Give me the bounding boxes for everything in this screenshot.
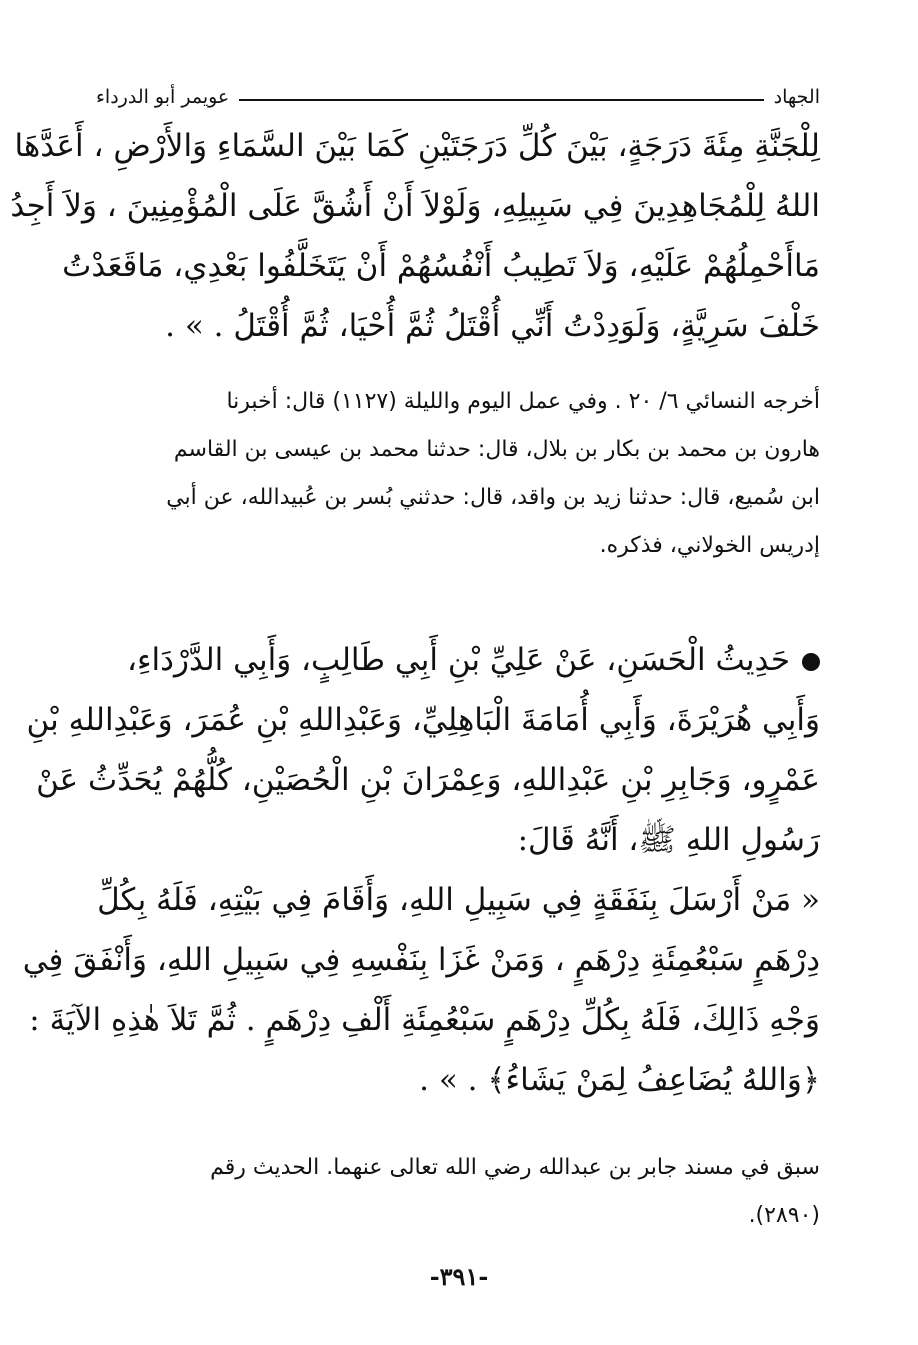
running-head-author: عويمر أبو الدرداء xyxy=(96,86,230,108)
hadith-text-2 xyxy=(22,630,820,1110)
hadith-2-line: ﴿وَاللهُ يُضَاعِفُ لِمَنْ يَشَاءُ﴾ . » . xyxy=(419,1062,820,1098)
hadith-1-line: خَلْفَ سَرِيَّةٍ، وَلَوَدِدْتُ أَنِّي أُقْتَلُ ثُمَّ أُحْيَا، ثُمَّ أُقْتَلُ . » . xyxy=(165,308,820,344)
hadith-2-line: عَمْرٍو، وَجَابِرِ بْنِ عَبْدِاللهِ، وَعِمْرَانَ بْنِ الْحُصَيْنِ، كُلُّهُمْ يُحَدِّثُ عَنْ xyxy=(36,762,820,798)
takhrij-note-1 xyxy=(96,378,820,570)
hadith-1-line: لِلْجَنَّةِ مِئَةَ دَرَجَةٍ، بَيْنَ كُلِّ دَرَجَتَيْنِ كَمَا بَيْنَ السَّمَاءِ وَالأَرْضِ ، أَعَدَّهَا xyxy=(14,128,820,164)
hadith-text-1 xyxy=(10,116,820,356)
page-number: -٣٩١- xyxy=(429,1262,489,1291)
hadith-2-line: وَجْهِ ذَالِكَ، فَلَهُ بِكُلِّ دِرْهَمٍ سَبْعُمِئَةِ أَلْفِ دِرْهَمٍ . ثُمَّ تَلاَ هٰذِهِ الآيَةَ : xyxy=(29,1002,820,1038)
hadith-2-line: رَسُولِ اللهِ ﷺ، أَنَّهُ قَالَ: xyxy=(517,822,820,858)
bullet-icon xyxy=(802,653,820,671)
hadith-2-heading: حَدِيثُ الْحَسَنِ، عَنْ عَلِيِّ بْنِ أَبِي طَالِبٍ، وَأَبِي الدَّرْدَاءِ، xyxy=(126,642,790,678)
hadith-1-line: اللهُ لِلْمُجَاهِدِينَ فِي سَبِيلِهِ، وَلَوْلاَ أَنْ أَشُقَّ عَلَى الْمُؤْمِنِينَ ، وَلاَ أَجِدُ xyxy=(10,188,820,224)
note-2-line: (٢٨٩٠). xyxy=(748,1203,820,1228)
note-1-line: أخرجه النسائي ٦/ ٢٠ . وفي عمل اليوم والليلة (١١٢٧) قال: أخبرنا xyxy=(226,389,820,414)
takhrij-note-2 xyxy=(96,1144,820,1240)
running-head xyxy=(96,78,820,108)
running-head-rule xyxy=(239,99,763,101)
hadith-2-line: « مَنْ أَرْسَلَ بِنَفَقَةٍ فِي سَبِيلِ اللهِ، وَأَقَامَ فِي بَيْتِهِ، فَلَهُ بِكُلِّ xyxy=(97,882,820,918)
note-1-line: إدريس الخولاني، فذكره. xyxy=(599,533,820,558)
note-1-line: هارون بن محمد بن بكار بن بلال، قال: حدثنا محمد بن عيسى بن القاسم xyxy=(173,437,820,462)
hadith-2-line: وَأَبِي هُرَيْرَةَ، وَأَبِي أُمَامَةَ الْبَاهِلِيِّ، وَعَبْدِاللهِ بْنِ عُمَرَ، وَعَبْدِاللهِ بْنِ xyxy=(26,702,820,738)
hadith-2-line: دِرْهَمٍ سَبْعُمِئَةِ دِرْهَمٍ ، وَمَنْ غَزَا بِنَفْسِهِ فِي سَبِيلِ اللهِ، وَأَنْفَقَ فِي xyxy=(22,942,820,978)
hadith-1-line: مَاأَحْمِلُهُمْ عَلَيْهِ، وَلاَ تَطِيبُ أَنْفُسُهُمْ أَنْ يَتَخَلَّفُوا بَعْدِي، مَاقَعَدْتُ xyxy=(62,248,820,284)
hadith-2-heading-line xyxy=(96,630,820,690)
running-head-chapter: الجهاد xyxy=(773,86,820,108)
note-2-line: سبق في مسند جابر بن عبدالله رضي الله تعالى عنهما. الحديث رقم xyxy=(210,1155,820,1180)
note-1-line: ابن سُميع، قال: حدثنا زيد بن واقد، قال: حدثني بُسر بن عُبيدالله، عن أبي xyxy=(166,485,820,510)
